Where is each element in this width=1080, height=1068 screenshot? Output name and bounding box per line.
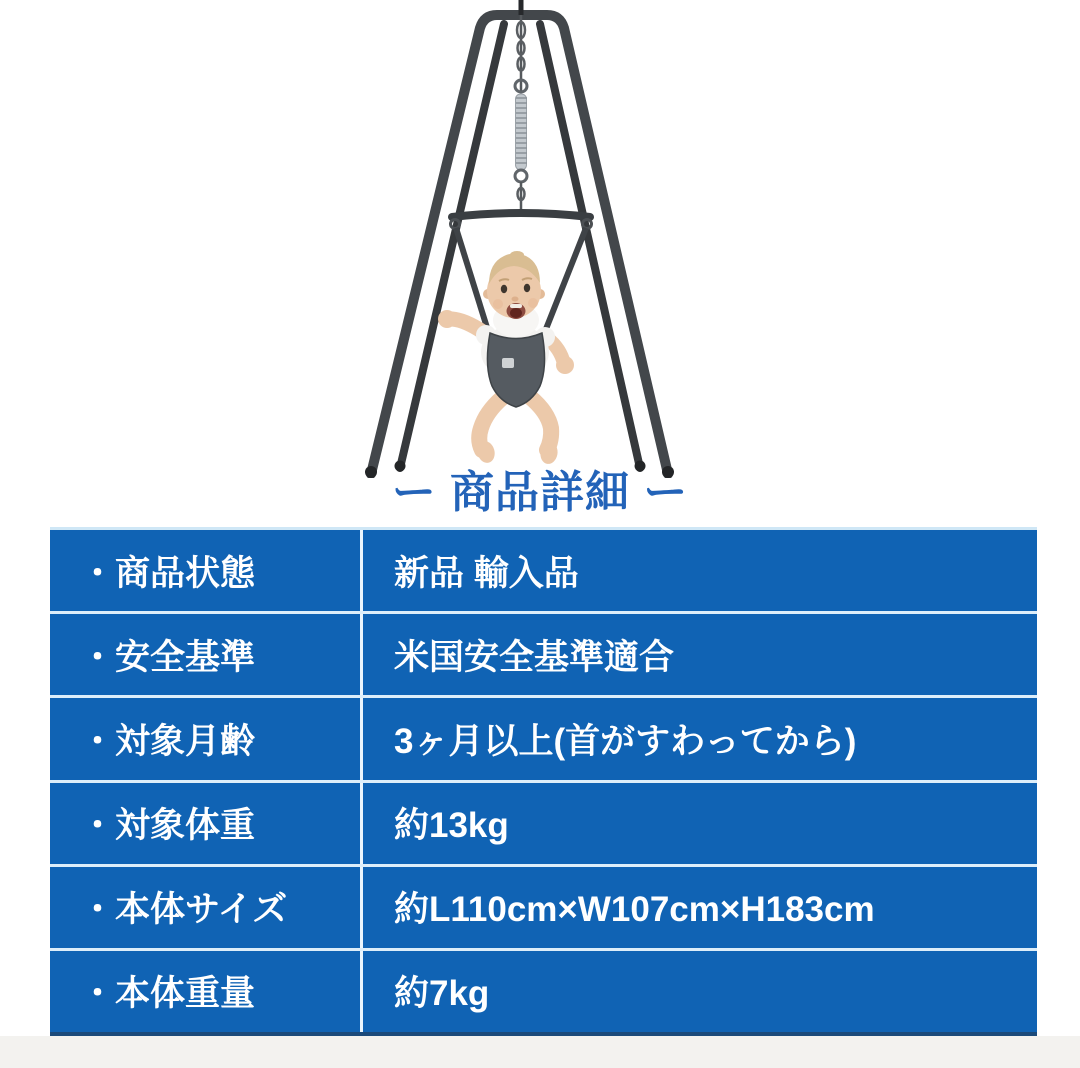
harness-logo bbox=[502, 358, 514, 368]
product-photo bbox=[0, 0, 1080, 478]
spec-row-body-size bbox=[50, 864, 1037, 948]
suspension-spring bbox=[515, 15, 527, 212]
section-title: ー 商品詳細 ー bbox=[391, 468, 689, 517]
product-spec-table bbox=[50, 527, 1037, 1036]
spreader-bar bbox=[451, 213, 592, 229]
spec-value: 新品 輸入品 bbox=[394, 553, 579, 593]
spec-row-body-weight bbox=[50, 948, 1037, 1032]
spec-label: ・商品状態 bbox=[50, 530, 363, 611]
spec-label: ・安全基準 bbox=[50, 614, 363, 695]
footer-background bbox=[0, 1036, 1080, 1068]
baby-figure bbox=[438, 251, 574, 465]
baby-jumper-stand-illustration bbox=[0, 0, 1080, 478]
spec-label: ・対象体重 bbox=[50, 783, 363, 864]
spec-row-safety-standard bbox=[50, 611, 1037, 695]
spec-value: 約7kg bbox=[394, 974, 490, 1014]
spec-value: 米国安全基準適合 bbox=[394, 637, 675, 677]
spec-label: ・対象月齢 bbox=[50, 698, 363, 779]
spec-label: ・本体重量 bbox=[50, 951, 363, 1032]
spec-row-target-age bbox=[50, 695, 1037, 779]
spec-value: 約L110cm×W107cm×H183cm bbox=[394, 890, 875, 930]
spec-value: 3ヶ月以上(首がすわってから) bbox=[394, 721, 857, 761]
spec-value: 約13kg bbox=[394, 806, 509, 846]
spec-row-condition bbox=[50, 530, 1037, 611]
spec-row-target-weight bbox=[50, 780, 1037, 864]
spec-label: ・本体サイズ bbox=[50, 867, 363, 948]
